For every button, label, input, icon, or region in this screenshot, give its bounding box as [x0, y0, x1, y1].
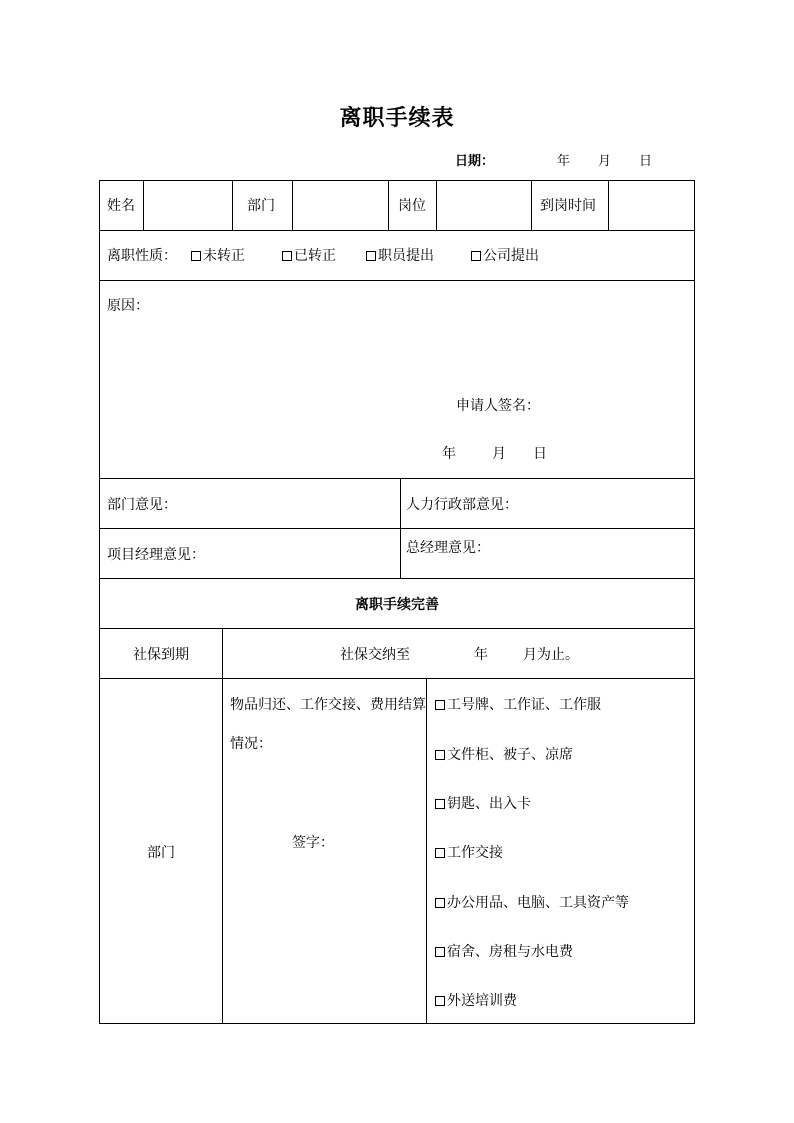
dept-label: 部门 [247, 198, 275, 214]
date-row [0, 150, 794, 168]
checklist-item[interactable]: 文件柜、被子、凉席 [435, 746, 573, 764]
form-title: 离职手续表 [339, 106, 455, 131]
name-label: 姓名 [107, 198, 135, 214]
dept-opinion-label: 部门意见： [107, 497, 177, 513]
row-divider [100, 528, 694, 529]
checklist-item[interactable]: 宿舍、房租与水电费 [435, 943, 573, 961]
reason-month: 月 [492, 446, 506, 462]
checkbox[interactable] [471, 251, 481, 261]
col-divider [400, 478, 401, 578]
resignation-form-table [99, 180, 695, 1024]
checklist-item[interactable]: 工作交接 [435, 844, 503, 862]
date-month: 月 [598, 154, 612, 169]
completion-header: 离职手续完善 [355, 597, 439, 613]
checklist-item[interactable]: 钥匙、出入卡 [435, 795, 531, 813]
col-divider [222, 628, 223, 1024]
option-regular[interactable]: 已转正 [282, 247, 336, 265]
hr-opinion-label: 人力行政部意见： [406, 497, 518, 513]
checkbox[interactable] [435, 799, 445, 809]
col-divider [608, 181, 609, 230]
col-divider [531, 181, 532, 230]
applicant-signature-label: 申请人签名： [456, 398, 540, 414]
col-divider [436, 181, 437, 230]
social-security-label: 社保到期 [133, 647, 189, 663]
checkbox[interactable] [435, 947, 445, 957]
checklist-item[interactable]: 工号牌、工作证、工作服 [435, 696, 601, 714]
checkbox[interactable] [435, 996, 445, 1006]
col-divider [388, 181, 389, 230]
items-return-line1: 物品归还、工作交接、费用结算 [230, 697, 426, 713]
checkbox[interactable] [435, 750, 445, 760]
col-divider [426, 678, 427, 1024]
checklist-item[interactable]: 外送培训费 [435, 992, 517, 1010]
dept-sign-label: 签字： [292, 835, 334, 851]
arrival-time-label: 到岗时间 [540, 198, 596, 214]
col-divider [232, 181, 233, 230]
social-security-text: 社保交纳至 [340, 647, 410, 663]
row-divider [100, 678, 694, 679]
col-divider [292, 181, 293, 230]
date-year: 年 [557, 154, 571, 169]
row-divider [100, 578, 694, 579]
checklist-item[interactable]: 办公用品、电脑、工具资产等 [435, 894, 629, 912]
col-divider [143, 181, 144, 230]
gm-opinion-label: 总经理意见： [406, 540, 490, 556]
row-divider [100, 628, 694, 629]
checkbox[interactable] [282, 251, 292, 261]
option-company-initiated[interactable]: 公司提出 [471, 247, 539, 265]
checkbox[interactable] [435, 848, 445, 858]
date-label: 日期： [455, 154, 495, 169]
checkbox[interactable] [366, 251, 376, 261]
social-security-year: 年 [474, 647, 488, 663]
social-security-month: 月为止。 [523, 647, 579, 663]
checkbox[interactable] [435, 898, 445, 908]
reason-year: 年 [442, 446, 456, 462]
pm-opinion-label: 项目经理意见： [107, 547, 205, 563]
row-divider [100, 280, 694, 281]
position-label: 岗位 [398, 198, 426, 214]
items-return-line2: 情况： [230, 736, 272, 752]
date-day: 日 [639, 154, 653, 169]
option-not-regular[interactable]: 未转正 [191, 247, 245, 265]
reason-label: 原因： [107, 298, 149, 314]
nature-label: 离职性质： [107, 248, 177, 264]
row-divider [100, 230, 694, 231]
dept-section-label: 部门 [147, 845, 175, 861]
row-divider [100, 478, 694, 479]
checkbox[interactable] [191, 251, 201, 261]
checkbox[interactable] [435, 700, 445, 710]
reason-day: 日 [533, 446, 547, 462]
option-employee-initiated[interactable]: 职员提出 [366, 247, 434, 265]
